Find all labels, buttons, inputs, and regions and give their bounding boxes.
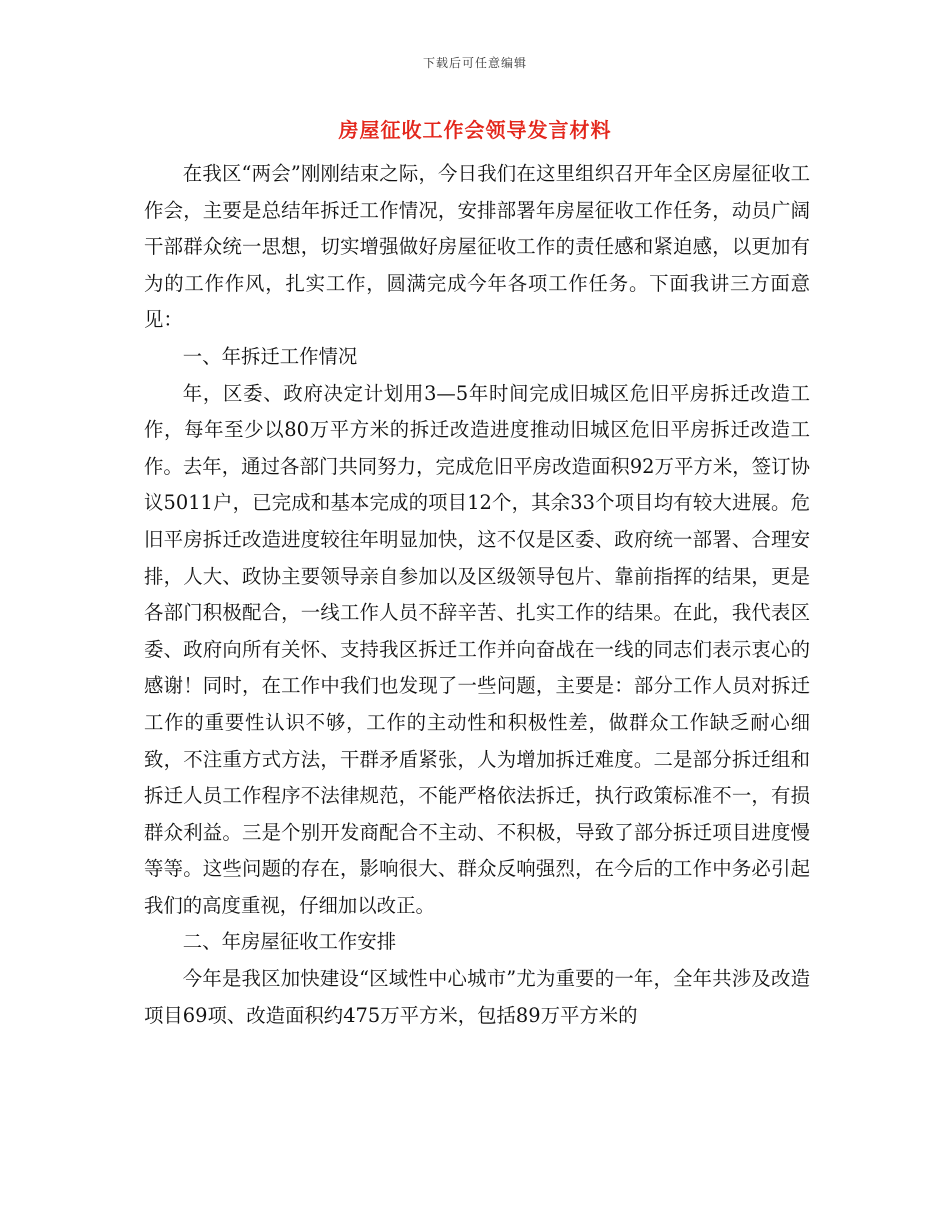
document-title: 房屋征收工作会领导发言材料 (338, 118, 612, 142)
document-body (144, 156, 810, 1034)
paragraph-section-1: 年，区委、政府决定计划用3—5年时间完成旧城区危旧平房拆迁改造工作，每年至少以80万平方米的拆迁改造进度推动旧城区危旧平房拆迁改造工作。去年，通过各部门共同努力，完成危旧平房改造面积92万平方米，签订协议5011户，已完成和基本完成的项目12个，其余33个项目均有较大进展。危旧平房拆迁改造进度较往年明显加快，这不仅是区委、政府统一部署、合理安排，人大、政协主要领导亲自参加以及区级领导包片、靠前指挥的结果，更是各部门积极配合，一线工作人员不辞辛苦、扎实工作的结果。在此，我代表区委、政府向所有关怀、支持我区拆迁工作并向奋战在一线的同志们表示衷心的感谢！同时，在工作中我们也发现了一些问题，主要是：部分工作人员对拆迁工作的重要性认识不够，工作的主动性和积极性差，做群众工作缺乏耐心细致，不注重方式方法，干群矛盾紧张，人为增加拆迁难度。二是部分拆迁组和拆迁人员工作程序不法律规范，不能严格依法拆迁，执行政策标准不一，有损群众利益。三是个别开发商配合不主动、不积极，导致了部分拆迁项目进度慢等等。这些问题的存在，影响很大、群众反响强烈，在今后的工作中务必引起我们的高度重视，仔细加以改正。 (144, 381, 810, 917)
section-heading-2: 二、年房屋征收工作安排 (182, 930, 397, 954)
header-note: 下载后可任意编辑 (422, 56, 527, 70)
paragraph-intro: 在我区“两会”刚刚结束之际，今日我们在这里组织召开年全区房屋征收工作会，主要是总结年拆迁工作情况，安排部署年房屋征收工作任务，动员广阔干部群众统一思想，切实增强做好房屋征收工作的责任感和紧迫感，以更加有为的工作作风，扎实工作，圆满完成今年各项工作任务。下面我讲三方面意见： (144, 162, 810, 332)
paragraph-section-2: 今年是我区加快建设“区域性中心城市”尤为重要的一年，全年共涉及改造项目69项、改造面积约475万平方米，包括89万平方米的 (144, 967, 810, 1027)
section-heading-1: 一、年拆迁工作情况 (182, 344, 358, 368)
